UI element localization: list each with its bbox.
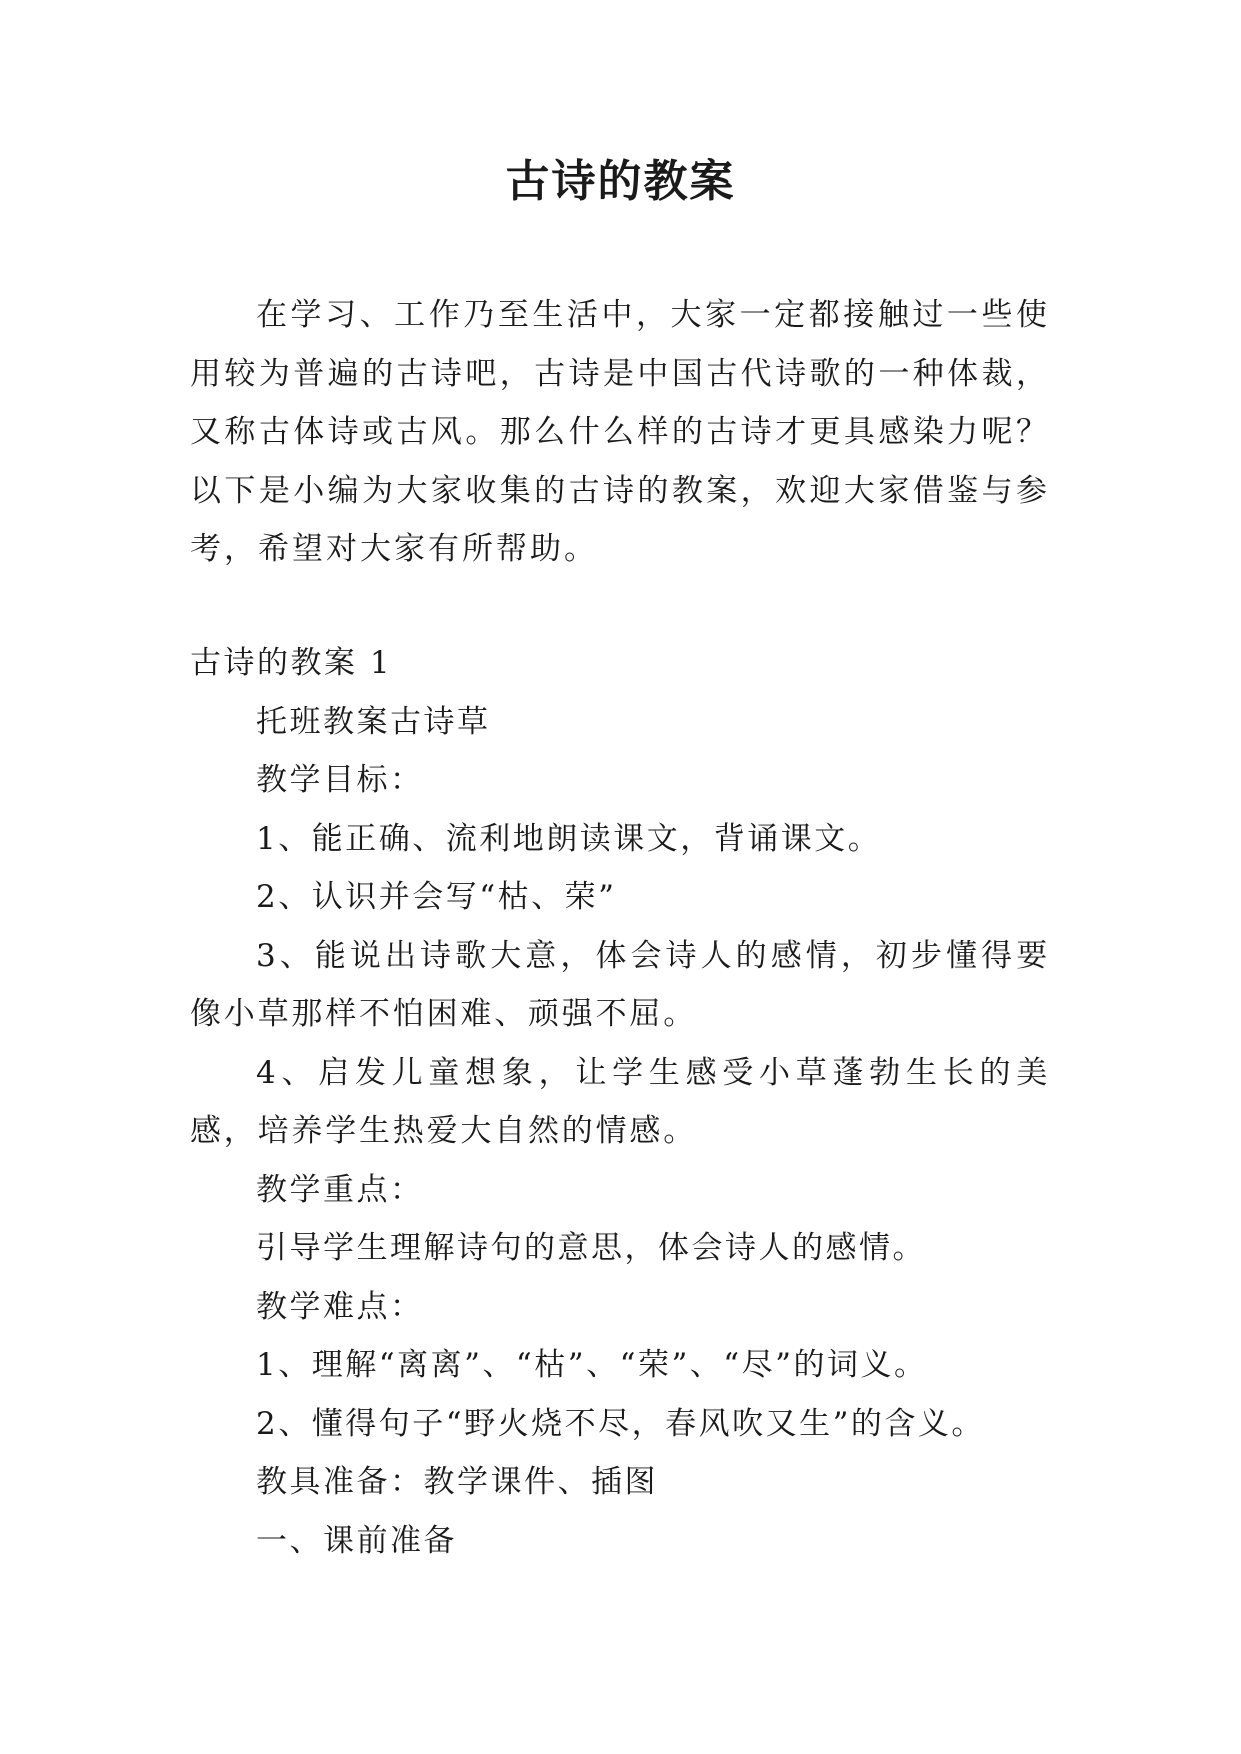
step-heading: 一、课前准备: [256, 1522, 457, 1559]
key-points-heading: 教学重点：: [256, 1171, 424, 1208]
key-point-text: 引导学生理解诗句的意思，体会诗人的感情。: [256, 1230, 926, 1266]
difficulties-heading: 教学难点：: [256, 1288, 424, 1325]
lesson-body: [190, 634, 1050, 1570]
lesson-title: 托班教案古诗草: [256, 703, 491, 740]
objective-item: 2、认识并会写“枯、荣”: [256, 879, 617, 915]
objective-item: 3、能说出诗歌大意，体会诗人的感情，初步懂得要像小草那样不怕困难、顽强不屈。: [190, 937, 1050, 1032]
difficulty-item: 2、懂得句子“野火烧不尽，春风吹又生”的含义。: [256, 1405, 985, 1442]
difficulty-item: 1、理解“离离”、“枯”、“荣”、“尽”的词义。: [256, 1347, 928, 1383]
section-heading: 古诗的教案 1: [190, 645, 393, 681]
materials-line: 教具准备：教学课件、插图: [256, 1464, 658, 1500]
objective-item: 1、能正确、流利地朗读课文，背诵课文。: [256, 820, 882, 857]
objectives-heading: 教学目标：: [256, 762, 424, 798]
document-title: 古诗的教案: [505, 156, 736, 207]
objective-item: 4、启发儿童想象，让学生感受小草蓬勃生长的美感，培养学生热爱大自然的情感。: [190, 1054, 1050, 1149]
intro-paragraph: 在学习、工作乃至生活中，大家一定都接触过一些使用较为普遍的古诗吧，古诗是中国古代诗歌的一种体裁，又称古体诗或古风。那么什么样的古诗才更具感染力呢？以下是小编为大家收集的古诗的教案，欢迎大家借鉴与参考，希望对大家有所帮助。: [190, 297, 1050, 567]
